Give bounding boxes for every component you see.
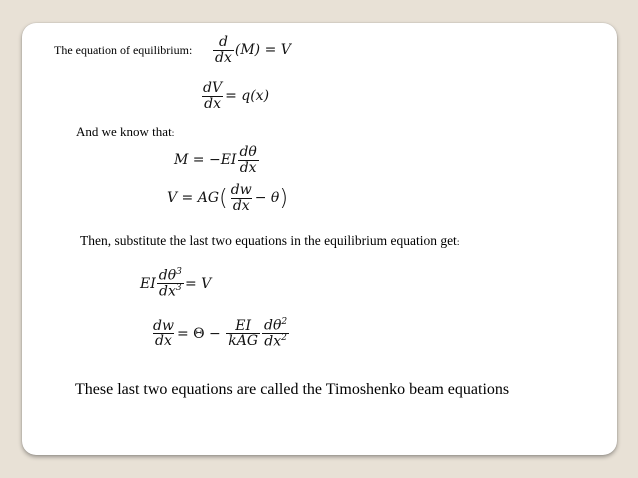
denominator: dx: [159, 284, 176, 300]
numerator: dw: [230, 182, 252, 198]
numerator: dw: [153, 317, 174, 334]
numerator: EI: [235, 317, 252, 334]
slide-card: [22, 23, 617, 455]
substitute-text: Then, substitute the last two equations in the equilibrium equation get: [80, 233, 457, 248]
equation-timoshenko-2: [150, 318, 290, 350]
denominator: dx: [239, 159, 257, 176]
colon: :: [171, 128, 175, 138]
equation-lhs: EI: [140, 275, 156, 292]
denominator-exponent: 2: [281, 333, 287, 344]
numerator: dθ: [264, 317, 282, 334]
equation-mid: = Θ −: [176, 325, 221, 342]
numerator-exponent: 2: [281, 317, 288, 327]
equation-lhs: M = −EI: [174, 152, 237, 169]
we-know-text: And we know that: [76, 124, 172, 139]
equation-lhs: V = AG: [167, 190, 220, 207]
denominator: kAG: [228, 333, 259, 350]
fraction-d-dx: [213, 35, 234, 65]
denominator: dx: [215, 49, 232, 66]
equation-timoshenko-1: [140, 268, 211, 300]
denominator: dx: [204, 95, 221, 112]
numerator: dV: [203, 80, 223, 96]
equation-rhs: = V: [184, 275, 212, 292]
fraction-dw-dx: [229, 183, 254, 213]
we-know-label: [76, 124, 174, 140]
equation-shear-strain: [167, 183, 288, 213]
conclusion-text: These last two equations are called the Timoshenko beam equations: [75, 381, 510, 398]
fraction-ei-kag: [226, 319, 260, 349]
numerator-exponent: 3: [176, 267, 182, 277]
denominator-exponent: 3: [175, 283, 182, 294]
denominator: dx: [232, 197, 250, 214]
denominator: dx: [155, 333, 172, 350]
colon: :: [456, 238, 460, 248]
numerator: dθ: [158, 267, 177, 284]
fraction-d2theta-dx2: [262, 318, 289, 350]
substitute-label: [80, 233, 459, 249]
equation-rhs: (M) = V: [234, 42, 291, 59]
equation-tail: − θ: [254, 190, 280, 207]
equilibrium-label: The equation of equilibrium:: [54, 43, 193, 57]
open-paren: (: [219, 185, 228, 212]
numerator: d: [218, 34, 228, 50]
equation-equilibrium-shear: [200, 81, 269, 111]
fraction-dtheta-dx: [237, 145, 258, 175]
numerator: dθ: [239, 144, 257, 160]
denominator: dx: [264, 334, 282, 350]
fraction-d3theta-dx3: [157, 268, 184, 300]
close-paren: ): [279, 185, 289, 212]
equation-moment-curvature: [174, 145, 260, 175]
equation-equilibrium-moment: [212, 35, 291, 65]
fraction-dw-dx: [151, 319, 176, 349]
fraction-dv-dx: [201, 81, 224, 111]
equation-rhs: = q(x): [225, 88, 270, 105]
